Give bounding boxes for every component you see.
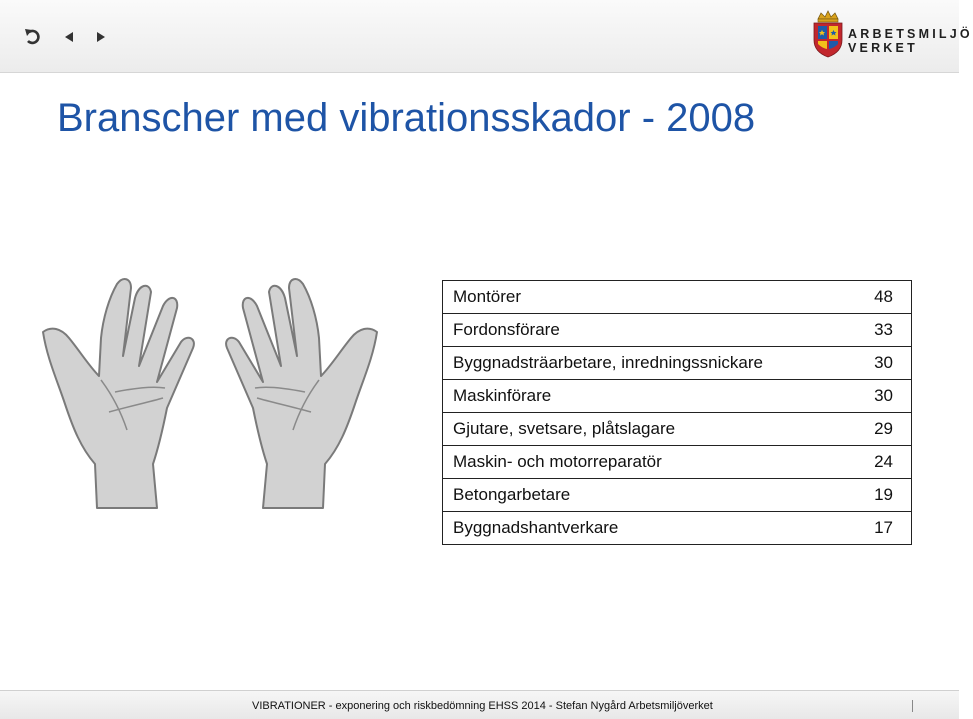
industry-name: Fordonsförare bbox=[443, 314, 844, 347]
left-hand bbox=[43, 279, 194, 508]
industry-name: Montörer bbox=[443, 281, 844, 314]
footer-divider bbox=[912, 700, 913, 712]
undo-icon bbox=[23, 27, 43, 47]
industry-injuries-table bbox=[442, 280, 912, 545]
table-row bbox=[443, 314, 912, 347]
toolbar bbox=[0, 0, 973, 73]
injury-count: 33 bbox=[843, 314, 912, 347]
undo-button[interactable] bbox=[18, 22, 48, 52]
footer-bar bbox=[0, 690, 959, 719]
slide-title: Branscher med vibrationsskador - 2008 bbox=[57, 96, 756, 140]
industry-name: Byggnadsträarbetare, inredningssnickare bbox=[443, 347, 844, 380]
coat-of-arms-icon bbox=[812, 10, 844, 58]
industry-name: Gjutare, svetsare, plåtslagare bbox=[443, 413, 844, 446]
injury-count: 19 bbox=[843, 479, 912, 512]
hands-illustration bbox=[35, 268, 385, 518]
industry-name: Byggnadshantverkare bbox=[453, 518, 619, 537]
logo-text-line1: ARBETSMILJÖ bbox=[848, 27, 973, 41]
next-icon bbox=[94, 30, 108, 44]
table-row bbox=[443, 446, 912, 479]
table-row bbox=[443, 380, 912, 413]
next-button[interactable] bbox=[86, 22, 116, 52]
injury-count: 30 bbox=[843, 347, 912, 380]
table-row bbox=[443, 479, 912, 512]
arbetsmiljoverket-logo bbox=[812, 10, 973, 60]
table-row bbox=[443, 347, 912, 380]
right-hand bbox=[226, 279, 377, 508]
table-row bbox=[443, 512, 912, 545]
injury-count: 17 bbox=[874, 518, 893, 537]
previous-icon bbox=[62, 30, 76, 44]
table-row bbox=[443, 281, 912, 314]
injury-count: 24 bbox=[843, 446, 912, 479]
industry-name: Betongarbetare bbox=[443, 479, 844, 512]
logo-text-line2: VERKET bbox=[848, 41, 918, 55]
footer-text: VIBRATIONER - exponering och riskbedömning EHSS 2014 - Stefan Nygård Arbetsmiljöverket bbox=[252, 700, 713, 712]
industry-name: Maskin- och motorreparatör bbox=[443, 446, 844, 479]
injury-count: 30 bbox=[843, 380, 912, 413]
previous-button[interactable] bbox=[54, 22, 84, 52]
injury-count: 29 bbox=[843, 413, 912, 446]
industry-name: Maskinförare bbox=[443, 380, 844, 413]
table-row bbox=[443, 413, 912, 446]
injury-count: 48 bbox=[843, 281, 912, 314]
